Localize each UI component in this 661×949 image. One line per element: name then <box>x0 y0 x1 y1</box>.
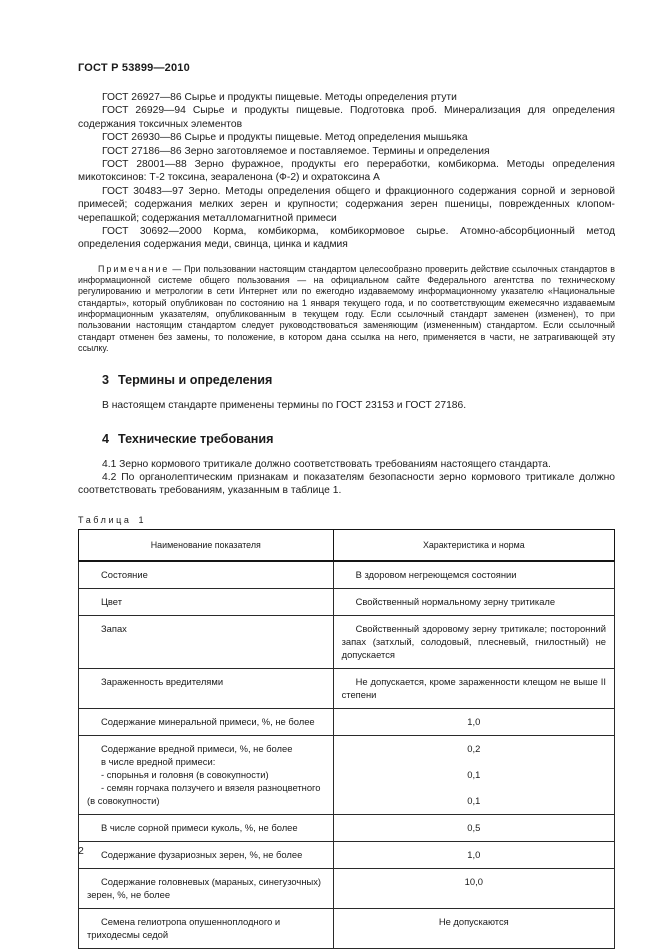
standard-number-header: ГОСТ Р 53899—2010 <box>78 62 190 74</box>
note-label: Примечание <box>98 263 170 274</box>
indicator-cell <box>79 735 334 814</box>
table-row <box>79 841 615 868</box>
table-row <box>79 615 615 668</box>
indicator-text: - семян горчака ползучего и вязеля разноцветного (в совокупности) <box>87 781 321 806</box>
indicator-text: В числе сорной примеси куколь, %, не более <box>101 821 298 833</box>
reference-item: ГОСТ 28001—88 Зерно фуражное, продукты его переработки, комбикорма. Методы определения микотоксинов: Т-2 токсина, зеараленона (Ф-2) и охратоксина А <box>78 159 615 184</box>
table-row <box>79 708 615 735</box>
section-body <box>78 458 615 498</box>
indicator-cell <box>79 561 334 589</box>
note-text: При пользовании настоящим стандартом целесообразно проверить действие ссылочных стандартов в информационной системе общего пользования — на официальном сайте Федерального агентства по техническому регулированию и метрологии в сети Интернет или по ежегодно издаваемому информационному указателю «Национальные стандарты», который опубликован по состоянию на 1 января текущего года, и по соответствующим ежемесячно издаваемым информационным указателям, опубликованным в текущем году. Если ссылочный стандарт заменен (изменен), то при пользовании настоящим стандартом следует руководствоваться заменяющим (измененным) стандартом. Если ссылочный стандарт отменен без замены, то положение, в котором дана ссылка на него, применяется в части, не затрагивающей эту ссылку. <box>78 263 615 353</box>
norm-cell <box>333 708 614 735</box>
reference-item: ГОСТ 30692—2000 Корма, комбикорма, комбикормовое сырье. Атомно-абсорбционный метод определения содержания меди, свинца, цинка и кадмия <box>78 226 615 251</box>
norm-cell <box>333 561 614 589</box>
indicator-text: - спорынья и головня (в совокупности) <box>101 768 269 780</box>
indicator-text: Цвет <box>101 595 123 607</box>
reference-item: ГОСТ 26927—86 Сырье и продукты пищевые. Методы определения ртути <box>102 92 457 103</box>
indicator-cell <box>79 588 334 615</box>
section-heading <box>78 432 615 446</box>
indicator-text: Состояние <box>101 568 148 580</box>
table-caption-label: Таблица <box>78 514 132 525</box>
indicator-text: Запах <box>101 622 127 634</box>
norm-cell <box>333 615 614 668</box>
section-number: 3 <box>102 373 110 388</box>
norm-value: 1,0 <box>467 848 481 860</box>
reference-item: ГОСТ 30483—97 Зерно. Методы определения общего и фракционного содержания сорной и зерновой примесей; содержания мелких зерен и крупности; содержания зерен пшеницы, поврежденных клопом-черепашкой; содержания металломагнитной примеси <box>78 185 615 224</box>
norm-value: 0,1 <box>467 794 481 806</box>
norm-text: Не допускается, кроме зараженности клещом не выше II степени <box>341 675 606 700</box>
reference-item: ГОСТ 27186—86 Зерно заготовляемое и поставляемое. Термины и определения <box>102 145 490 157</box>
table-body <box>79 561 615 949</box>
table-row <box>79 561 615 589</box>
column-header-norm: Характеристика и норма <box>333 529 614 561</box>
indicator-cell <box>79 908 334 948</box>
table-row <box>79 814 615 841</box>
norm-cell <box>333 588 614 615</box>
norm-cell <box>333 814 614 841</box>
references-list <box>78 91 615 252</box>
indicator-cell <box>79 841 334 868</box>
table-header-row <box>79 529 615 561</box>
section-title: Термины и определения <box>118 373 273 388</box>
indicator-text: Зараженность вредителями <box>101 675 224 687</box>
section-heading <box>78 373 615 387</box>
norm-text: Свойственный нормальному зерну тритикале <box>355 595 556 607</box>
norm-value: 0,5 <box>467 821 481 833</box>
indicator-cell <box>79 668 334 708</box>
norm-cell <box>333 908 614 948</box>
section-number: 4 <box>102 431 110 446</box>
norm-values <box>342 742 606 807</box>
indicator-cell <box>79 814 334 841</box>
norm-text: Свойственный здоровому зерну тритикале; посторонний запах (затхлый, солодовый, плесневый, гнилостный) не допускается <box>341 622 606 660</box>
section-body <box>78 399 615 412</box>
indicator-text: Содержание фузариозных зерен, %, не более <box>101 848 303 860</box>
table-caption-number: 1 <box>138 514 144 525</box>
indicator-text: Семена гелиотропа опушенноплодного и триходесмы седой <box>87 915 281 940</box>
section-title: Технические требования <box>118 431 274 446</box>
norm-value: 0,1 <box>467 768 481 780</box>
indicator-text: Содержание минеральной примеси, %, не более <box>101 715 315 727</box>
norm-cell <box>333 735 614 814</box>
reference-item: ГОСТ 26930—86 Сырье и продукты пищевые. Метод определения мышьяка <box>102 132 468 144</box>
indicator-cell <box>79 708 334 735</box>
note-paragraph <box>78 264 615 354</box>
column-header-indicator: Наименование показателя <box>79 529 334 561</box>
table-caption <box>78 515 615 525</box>
norm-cell <box>333 668 614 708</box>
reference-item: ГОСТ 26929—94 Сырье и продукты пищевые. Подготовка проб. Минерализация для определения содержания токсичных элементов <box>78 105 615 130</box>
section-paragraph: 4.1 Зерно кормового тритикале должно соответствовать требованиям настоящего стандарта. <box>102 458 551 470</box>
norm-value: 1,0 <box>467 715 481 727</box>
norm-text: В здоровом негреющемся состоянии <box>355 568 517 580</box>
section-paragraph: 4.2 По органолептическим признакам и показателям безопасности зерно кормового тритикале должно соответствовать требованиям, указанным в таблице 1. <box>78 472 615 497</box>
table-row <box>79 908 615 948</box>
table-row <box>79 735 615 814</box>
norm-value: 0,2 <box>467 742 481 754</box>
table-row <box>79 868 615 908</box>
norm-value: 10,0 <box>464 875 483 887</box>
norm-value: Не допускаются <box>438 915 509 927</box>
indicator-cell <box>79 615 334 668</box>
page-number: 2 <box>78 845 84 857</box>
requirements-table <box>78 529 615 949</box>
page-content <box>78 62 615 949</box>
indicator-text: Содержание головневых (мараных, синегузочных) зерен, %, не более <box>87 875 322 900</box>
sections-container <box>78 373 615 498</box>
norm-cell <box>333 868 614 908</box>
table-row <box>79 668 615 708</box>
indicator-text: в числе вредной примеси: <box>101 755 216 767</box>
section-paragraph: В настоящем стандарте применены термины по ГОСТ 23153 и ГОСТ 27186. <box>102 400 467 412</box>
table-row <box>79 588 615 615</box>
norm-cell <box>333 841 614 868</box>
indicator-cell <box>79 868 334 908</box>
note-dash: — <box>172 263 182 274</box>
indicator-text: Содержание вредной примеси, %, не более <box>101 742 293 754</box>
